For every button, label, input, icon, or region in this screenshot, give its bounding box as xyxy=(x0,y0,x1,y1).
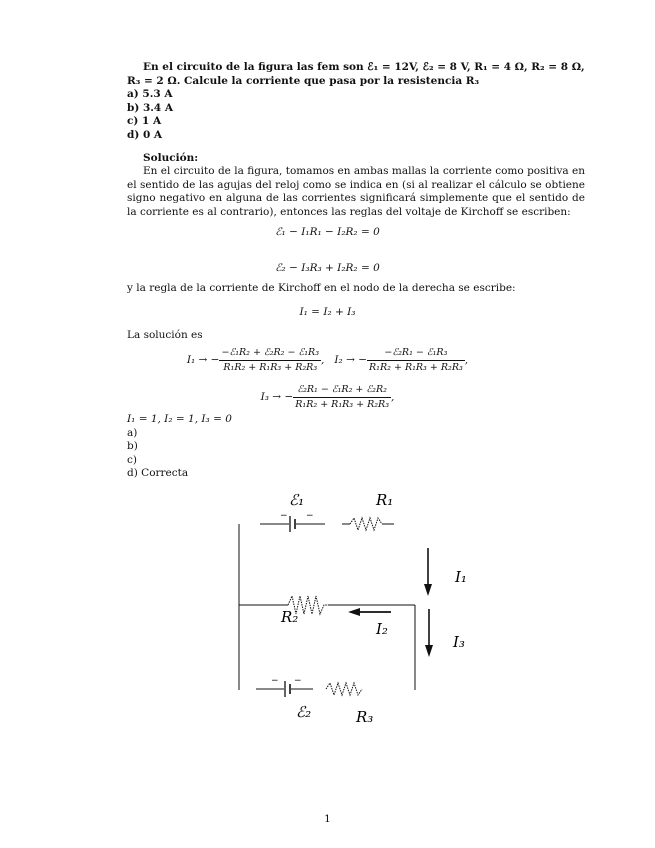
i1-denominator: R₁R₂ + R₁R₃ + R₂R₃ xyxy=(223,361,318,373)
statement-line-1: En el circuito de la figura las fem son ℰ₁ = 12V, ℰ₂ = 8 V, R₁ = 4 Ω, R₂ = 8 Ω, xyxy=(143,61,585,73)
answer-a: a) xyxy=(127,426,138,439)
node-text: y la regla de la corriente de Kirchoff en el nodo de la derecha se escribe: xyxy=(127,282,516,294)
i2-label: I₂ xyxy=(376,620,388,638)
i1-arrow-head xyxy=(424,584,432,596)
r2-label: R₂ xyxy=(281,608,299,626)
r1-zigzag xyxy=(350,518,382,530)
solution-heading: Solución: xyxy=(143,152,199,164)
option-d: d) 0 A xyxy=(127,128,163,141)
i3-denominator: R₁R₂ + R₁R₃ + R₂R₃ xyxy=(295,398,390,410)
option-b: b) 3.4 A xyxy=(127,101,174,114)
emf1-minus-right: − xyxy=(306,511,314,521)
i3-arrow-head xyxy=(425,645,433,657)
option-c: c) 1 A xyxy=(127,115,162,127)
solution-paragraph: En el circuito de la figura, tomamos en ambas mallas la corriente como positiva en el sentido de las agujas del reloj como se indica en (si al realizar el cálculo se obtiene signo negativo en alguna de las corrientes significará simplemente que el sentido de la corriente es al contrario), entonces las reglas del voltaje de Kirchoff se escriben: xyxy=(127,165,585,218)
equation-3: I₁ = I₂ + I₃ xyxy=(299,306,356,318)
r3-label: R₃ xyxy=(356,708,374,726)
i3-label: I₃ xyxy=(453,633,465,651)
statement-line-2: R₃ = 2 Ω. Calcule la corriente que pasa por la resistencia R₃ xyxy=(127,74,480,87)
result-values: I₁ = 1, I₂ = 1, I₃ = 0 xyxy=(127,413,232,425)
i2-numerator: −ℰ₂R₁ − ℰ₁R₃ xyxy=(367,346,465,361)
emf2-minus-right: − xyxy=(294,676,302,686)
i1-lhs: I₁ → − xyxy=(186,354,220,366)
i2-lhs: I₂ → − xyxy=(334,354,368,366)
r3-zigzag xyxy=(326,683,362,695)
r1-label: R₁ xyxy=(376,491,394,509)
emf2-minus-left: − xyxy=(271,676,279,686)
page-number: 1 xyxy=(324,813,331,825)
i3-numerator: ℰ₂R₁ − ℰ₁R₂ + ℰ₂R₂ xyxy=(293,383,391,398)
solution-intro: La solución es xyxy=(127,329,203,341)
emf1-minus-left: − xyxy=(280,511,288,521)
emf1-label: ℰ₁ xyxy=(289,491,305,509)
emf2-label: ℰ₂ xyxy=(296,703,312,721)
i1-label: I₁ xyxy=(455,568,467,586)
i1-numerator: −ℰ₁R₂ + ℰ₂R₂ − ℰ₁R₃ xyxy=(219,346,321,361)
answer-d: d) Correcta xyxy=(127,467,189,479)
option-a: a) 5.3 A xyxy=(127,88,173,100)
i2-arrow-head xyxy=(348,608,360,616)
i2-denominator: R₁R₂ + R₁R₃ + R₂R₃ xyxy=(369,361,463,373)
answer-c: c) xyxy=(127,453,137,466)
i1-i2-expressions: I₁ → − $\frac{\text{−ℰ₁R₂ + ℰ₂R₂ − ℰ₁R₃}}{\text{R₁R₂ + R₁R₃ + R₂R₃}}$ , I₂ → − $\frac{\text{−ℰ₂R₁ − ℰ₁R₃}}{\text{R₁R₂ + R₁R₃ + R₂R₃}}$ , xyxy=(186,347,469,373)
answer-b: b) xyxy=(127,440,138,452)
i3-expression: I₃ → − $\frac{\text{ℰ₂R₁ − ℰ₁R₂ + ℰ₂R₂}}{\text{R₁R₂ + R₁R₃ + R₂R₃}}$ , xyxy=(260,384,395,410)
equation-1: ℰ₁ − I₁R₁ − I₂R₂ = 0 xyxy=(275,226,380,238)
equation-2: ℰ₂ − I₃R₃ + I₂R₂ = 0 xyxy=(275,262,380,274)
i3-lhs: I₃ → − xyxy=(260,391,294,403)
